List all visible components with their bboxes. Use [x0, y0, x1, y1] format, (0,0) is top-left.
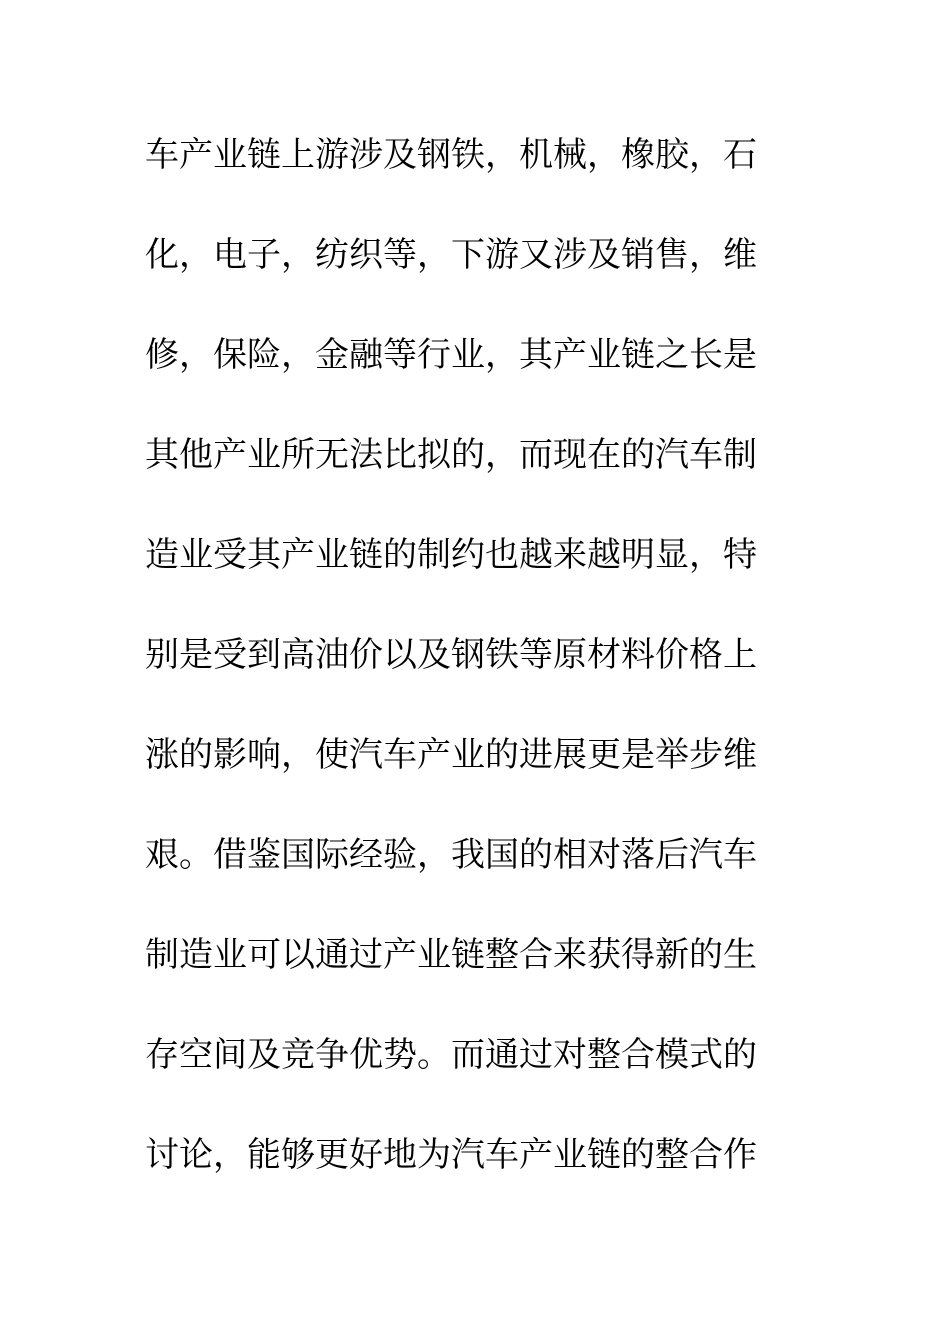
text-line: 别是受到高油价以及钢铁等原材料价格上: [145, 635, 757, 675]
text-line: 修，保险，金融等行业，其产业链之长是: [145, 335, 757, 375]
text-line: 艰。借鉴国际经验，我国的相对落后汽车: [145, 835, 757, 875]
text-line: 造业受其产业链的制约也越来越明显，特: [145, 535, 757, 575]
text-line: 制造业可以通过产业链整合来获得新的生: [145, 935, 757, 975]
text-line: 讨论，能够更好地为汽车产业链的整合作: [145, 1135, 757, 1175]
text-line: 存空间及竞争优势。而通过对整合模式的: [145, 1035, 757, 1075]
text-line: 车产业链上游涉及钢铁，机械，橡胶，石: [145, 135, 757, 175]
text-line: 其他产业所无法比拟的，而现在的汽车制: [145, 435, 757, 475]
text-line: 涨的影响，使汽车产业的进展更是举步维: [145, 735, 757, 775]
body-paragraph: [145, 120, 785, 1220]
text-line: 化，电子，纺织等，下游又涉及销售，维: [145, 235, 757, 275]
